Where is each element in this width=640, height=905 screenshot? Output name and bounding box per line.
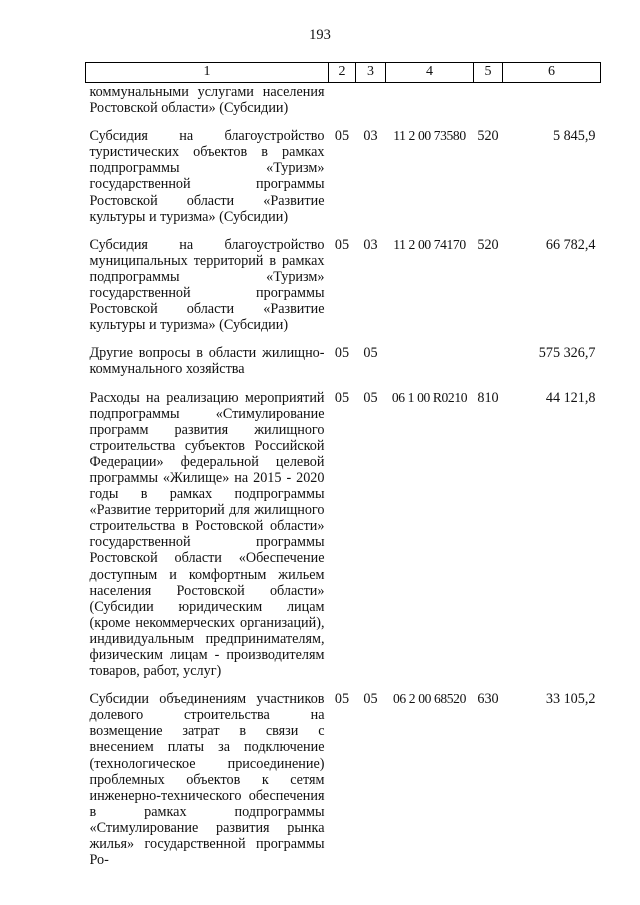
row-section: 05: [334, 345, 350, 362]
row-amount: 33 105,2: [545, 691, 596, 708]
row-target-code: 11 2 00 74170: [393, 236, 466, 252]
row-subsection: 05: [363, 691, 378, 708]
row-name: Субсидия на благоустройство туристических объектов в рамках подпрограммы «Туризм» государственной программы Ростовской области «Развитие культуры и туризма» (Субсидии): [89, 128, 325, 225]
row-target-code: [386, 345, 474, 389]
table-row: [86, 128, 601, 237]
table-row: [86, 83, 601, 129]
row-expense-type: 520: [477, 128, 499, 145]
row-section: 05: [334, 236, 350, 253]
row-expense-type: 810: [477, 389, 499, 406]
table-row: [86, 345, 601, 389]
row-section: 05: [334, 691, 350, 708]
row-name: Субсидия на благоустройство муниципальных территорий в рамках подпрограммы «Туризм» государственной программы Ростовской области «Развитие культуры и туризма» (Субсидии): [89, 236, 325, 334]
row-name: Расходы на реализацию мероприятий подпрограммы «Стимулирование программ развития жилищного строительства субъектов Российской Федерации» федеральной целевой программы «Жилище» на 2015 - 2020 годы в рамках подпрограммы «Развитие территорий для жилищного строительства в Ростовской области» государственной программы Ростовской области «Обеспечение доступным и комфортным жильем населения Ростовской области» (Субсидии юридическим лицам (кроме некоммерческих организаций), индивидуальным предпринимателям, физическим лицам - производителям товаров, работ, услуг): [89, 389, 325, 680]
header-col-5: 5: [474, 63, 503, 83]
row-amount: 66 782,4: [545, 236, 596, 253]
row-target-code: 11 2 00 73580: [393, 128, 466, 144]
row-amount: 575 326,7: [538, 345, 596, 362]
header-col-6: 6: [503, 63, 601, 83]
budget-table: [85, 62, 601, 880]
row-expense-type: 520: [477, 236, 499, 253]
row-section: 05: [334, 389, 350, 406]
row-name: коммунальными услугами населения Ростовской области» (Субсидии): [89, 84, 325, 117]
row-target-code: [386, 83, 474, 129]
row-amount: 44 121,8: [545, 389, 596, 406]
row-target-code: 06 1 00 R0210: [391, 389, 468, 405]
row-expense-type: 630: [477, 691, 499, 708]
header-col-2: 2: [329, 63, 356, 83]
header-row: [86, 63, 601, 83]
row-subsection: [356, 83, 386, 129]
row-amount: [503, 83, 601, 129]
table-row: [86, 691, 601, 880]
page-number: 193: [309, 27, 331, 43]
row-section: [329, 83, 356, 129]
table-header: [86, 63, 601, 83]
row-expense-type: [474, 83, 503, 129]
header-col-1: 1: [86, 63, 329, 83]
header-col-3: 3: [356, 63, 386, 83]
table-row: [86, 237, 601, 346]
row-subsection: 03: [363, 128, 378, 145]
table-row: [86, 390, 601, 692]
header-col-4: 4: [386, 63, 474, 83]
row-section: 05: [334, 128, 350, 145]
row-subsection: 05: [363, 389, 378, 406]
row-subsection: 03: [363, 236, 378, 253]
table-body: [86, 83, 601, 881]
row-amount: 5 845,9: [552, 128, 596, 145]
row-name: Другие вопросы в области жилищно-коммунального хозяйства: [89, 345, 325, 378]
row-subsection: 05: [363, 345, 378, 362]
row-expense-type: [474, 345, 503, 389]
row-name: Субсидии объединениям участников долевого строительства на возмещение затрат в связи с внесением платы за подключение (технологическое присоединение) проблемных объектов к сетям инженерно-технического обеспечения в рамках подпрограммы «Стимулирование развития рынка жилья» государственной программы Ро-: [89, 691, 325, 869]
row-target-code: 06 2 00 68520: [393, 691, 466, 707]
